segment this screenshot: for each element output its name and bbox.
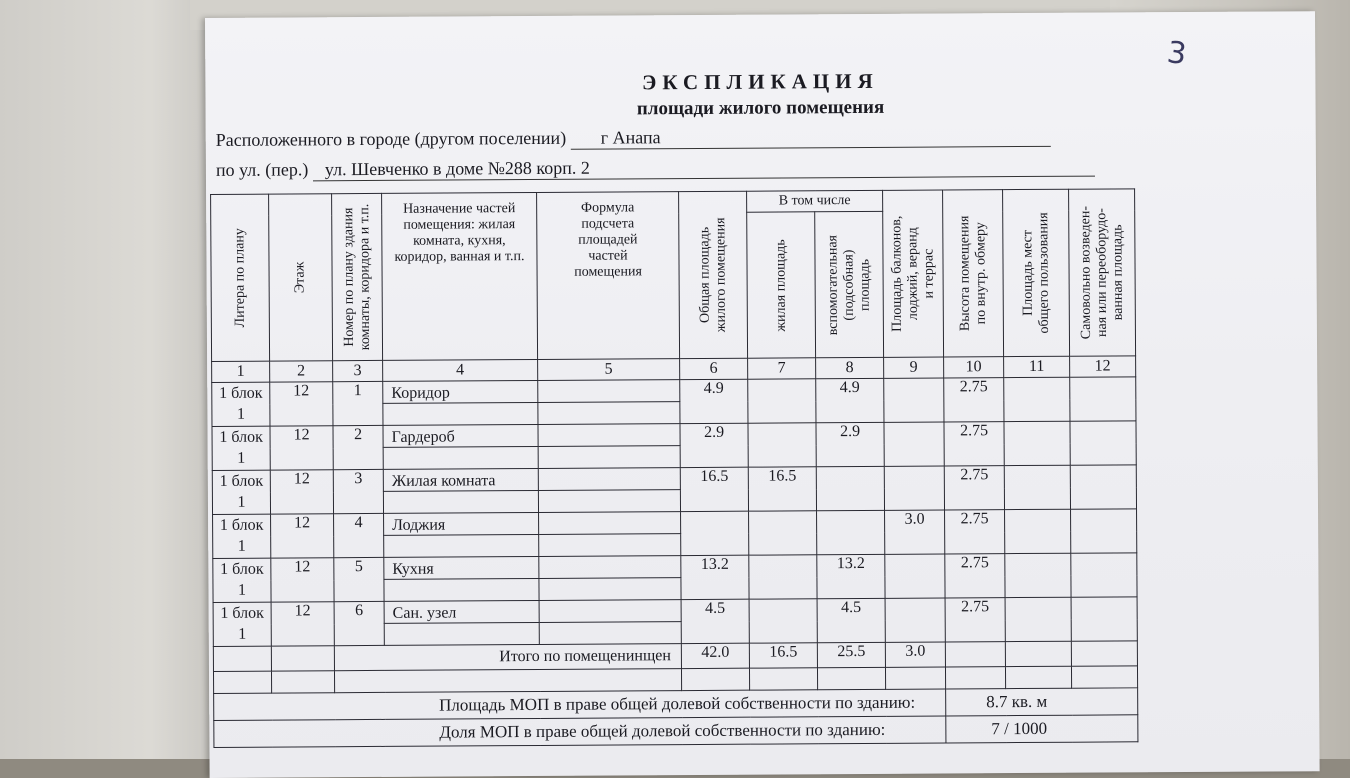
totals-label: Итого по помещенинщен: [334, 644, 681, 671]
total-cell: [681, 511, 749, 555]
room-name-cell: Сан. узел: [384, 600, 539, 623]
balcony-cell: 3.0: [885, 510, 945, 554]
living-cell: [748, 379, 816, 423]
header-including: В том числе: [747, 190, 883, 212]
litera-block: 1 блок: [220, 560, 264, 578]
litera-block: 1 блок: [219, 472, 264, 490]
room-number-cell: 5: [334, 557, 384, 601]
explication-table: [210, 188, 1138, 748]
formula-cell: [539, 600, 681, 623]
balcony-cell: [885, 554, 945, 598]
city-label: Расположенного в городе (другом поселении): [215, 127, 567, 150]
room-name-extra: [384, 622, 539, 645]
room-name-extra: [383, 446, 538, 469]
litera-number: 1: [236, 405, 245, 423]
header-unauthorized: Самовольно возведен- ная или переоборудо- ванная площадь: [1069, 189, 1136, 356]
litera-block: 1 блок: [219, 516, 264, 534]
table-row: [212, 421, 1136, 449]
col-num: 1: [212, 361, 270, 382]
living-cell: [749, 511, 817, 555]
header-formula: Формула подсчета площадей частей помещения: [537, 192, 680, 360]
header-total-area: Общая площадь жилого помещения: [679, 191, 748, 358]
litera-block: 1 блок: [220, 604, 264, 622]
total-cell: 16.5: [680, 467, 748, 511]
mop-share-row: [214, 715, 1138, 748]
total-cell: 2.9: [680, 423, 748, 467]
background-left-page: [0, 0, 215, 759]
room-name-cell: Коридор: [383, 380, 538, 403]
mop-area-value: 8.7 кв. м: [946, 688, 1138, 716]
litera-number: 1: [237, 493, 246, 511]
totals-aux-area: 25.5: [817, 642, 885, 667]
totals-living-area: 16.5: [749, 643, 817, 668]
height-cell: 2.75: [945, 510, 1005, 554]
header-litera: Литера по плану: [211, 194, 270, 361]
living-cell: [749, 555, 817, 599]
common-area-cell: [1005, 509, 1071, 553]
litera-cell: [212, 426, 270, 470]
room-number-cell: 3: [333, 469, 383, 513]
aux-cell: 4.5: [817, 598, 885, 642]
balcony-cell: [885, 598, 945, 642]
street-label: по ул. (пер.): [215, 159, 309, 180]
table-row: [212, 465, 1136, 493]
header-number: Номер по плану здания комнаты, коридора и т.п.: [332, 193, 383, 360]
room-name-extra: [384, 578, 539, 601]
balcony-cell: [884, 378, 944, 422]
col-num: 6: [680, 358, 748, 379]
document-page: [205, 11, 1320, 778]
common-area-cell: [1005, 553, 1071, 597]
room-name-extra: [383, 490, 538, 513]
formula-cell: [539, 512, 681, 535]
col-num: 10: [944, 357, 1004, 378]
page-number: 3: [1164, 34, 1189, 73]
header-row: [211, 189, 1135, 216]
total-cell: 13.2: [681, 555, 749, 599]
header-balcony: Площадь балконов, лоджий, веранд и террас: [883, 190, 944, 357]
formula-extra: [539, 622, 681, 645]
height-cell: 2.75: [945, 598, 1005, 642]
litera-cell: [212, 382, 270, 426]
litera-number: 1: [237, 449, 246, 467]
room-number-cell: 6: [334, 601, 384, 645]
room-rows: [212, 377, 1138, 647]
litera-block: 1 блок: [218, 384, 263, 402]
formula-extra: [538, 446, 680, 469]
unauthorized-cell: [1071, 553, 1137, 597]
col-num: 2: [270, 361, 333, 382]
header-purpose: Назначение частей помещения: жилая комната, кухня, коридор, ванная и т.п.: [382, 192, 538, 360]
col-num: 5: [538, 359, 680, 381]
formula-cell: [538, 424, 680, 447]
common-area-cell: [1005, 597, 1071, 641]
floor-cell: 12: [271, 558, 334, 602]
unauthorized-cell: [1070, 377, 1136, 421]
document-subtitle: площади жилого помещения: [636, 96, 885, 120]
col-num: 4: [383, 359, 538, 381]
formula-cell: [538, 468, 680, 491]
room-name-cell: Кухня: [384, 556, 539, 579]
formula-extra: [538, 490, 680, 513]
col-num: 3: [333, 360, 383, 381]
mop-area-label: Площадь МОП в праве общей долевой собственности по зданию:: [214, 689, 946, 720]
floor-cell: 12: [271, 602, 334, 646]
aux-cell: [816, 466, 884, 510]
formula-extra: [538, 402, 680, 425]
table-row: [213, 509, 1137, 537]
unauthorized-cell: [1071, 597, 1137, 641]
height-cell: 2.75: [944, 378, 1004, 422]
table-row: [213, 553, 1137, 581]
height-cell: 2.75: [945, 554, 1005, 598]
unauthorized-cell: [1070, 421, 1136, 465]
litera-number: 1: [238, 625, 247, 643]
living-cell: 16.5: [748, 467, 816, 511]
total-cell: 4.5: [681, 599, 749, 643]
mop-share-label: Доля МОП в праве общей долевой собственности по зданию:: [214, 716, 946, 747]
unauthorized-cell: [1071, 509, 1137, 553]
col-num: 7: [748, 358, 816, 379]
city-value: г Анапа: [571, 125, 1051, 150]
balcony-cell: [884, 422, 944, 466]
street-value: ул. Шевченко в доме №288 корп. 2: [313, 155, 1095, 182]
litera-number: 1: [237, 581, 247, 599]
litera-cell: [213, 558, 271, 602]
mop-share-value: 7 / 1000: [946, 715, 1138, 743]
header-living-area: жилая площадь: [747, 212, 816, 358]
formula-cell: [539, 556, 681, 579]
room-name-cell: Лоджия: [384, 512, 539, 535]
col-num: 11: [1004, 356, 1070, 377]
header-height: Высота помещения по внутр. обмеру: [943, 190, 1004, 357]
floor-cell: 12: [271, 514, 334, 558]
col-num: 9: [884, 357, 944, 378]
room-number-cell: 2: [333, 425, 383, 469]
litera-cell: [212, 470, 270, 514]
floor-cell: 12: [270, 426, 333, 470]
height-cell: 2.75: [944, 422, 1004, 466]
room-name-extra: [384, 534, 539, 557]
litera-number: 1: [237, 537, 246, 555]
common-area-cell: [1004, 377, 1070, 421]
col-num: 12: [1070, 356, 1136, 377]
table-row: [213, 597, 1137, 625]
aux-cell: 4.9: [816, 378, 884, 422]
aux-cell: 13.2: [817, 554, 885, 598]
height-cell: 2.75: [944, 466, 1004, 510]
room-number-cell: 1: [333, 381, 383, 425]
floor-cell: 12: [270, 470, 333, 514]
header-aux-area: вспомогательная (подсобная) площадь: [815, 211, 884, 357]
totals-total-area: 42.0: [681, 643, 749, 668]
aux-cell: 2.9: [816, 422, 884, 466]
room-name-cell: Гардероб: [383, 424, 538, 447]
common-area-cell: [1004, 421, 1070, 465]
litera-cell: [213, 514, 271, 558]
header-common-area: Площадь мест общего пользования: [1003, 189, 1070, 356]
litera-cell: [213, 602, 271, 646]
col-num: 8: [816, 357, 884, 378]
living-cell: [748, 423, 816, 467]
unauthorized-cell: [1070, 465, 1136, 509]
room-name-cell: Жилая комната: [383, 468, 538, 491]
balcony-cell: [884, 466, 944, 510]
document-title: ЭКСПЛИКАЦИЯ: [641, 68, 879, 95]
totals-balcony-area: 3.0: [885, 642, 945, 667]
table-row: [212, 377, 1136, 405]
room-name-extra: [383, 402, 538, 425]
formula-extra: [539, 534, 681, 557]
room-number-cell: 4: [334, 513, 384, 557]
street-line: [216, 155, 1095, 182]
formula-cell: [538, 380, 680, 403]
living-cell: [749, 599, 817, 643]
city-line: [216, 125, 1051, 152]
total-cell: 4.9: [680, 379, 748, 423]
litera-block: 1 блок: [219, 428, 263, 446]
aux-cell: [817, 510, 885, 554]
floor-cell: 12: [270, 382, 333, 426]
header-floor: Этаж: [269, 194, 333, 361]
formula-extra: [539, 578, 681, 601]
common-area-cell: [1004, 465, 1070, 509]
